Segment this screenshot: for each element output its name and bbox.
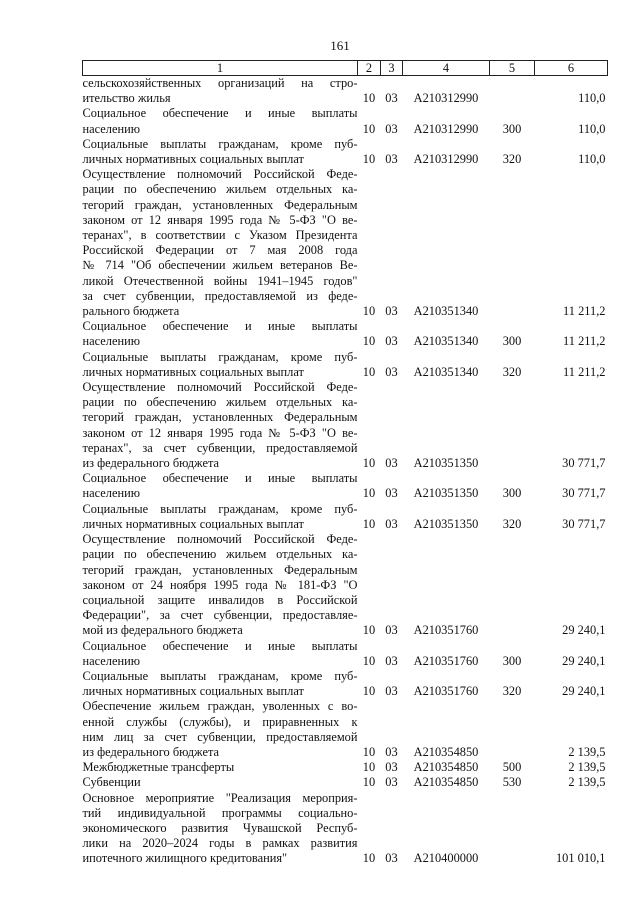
description-line: населению <box>82 653 140 668</box>
subsection-code: 03 <box>385 744 398 759</box>
column-header: 5 <box>490 61 535 76</box>
description-line: сельскохозяйственных организаций на стро- <box>82 76 358 90</box>
description-line: тегорий граждан, установленных Федеральным <box>82 410 358 425</box>
target-article-code: А210312990 <box>413 91 479 106</box>
row-description <box>83 502 358 532</box>
amount: 11 211,2 <box>563 364 606 379</box>
description-line: населению <box>82 121 140 136</box>
expense-type-code <box>490 167 535 319</box>
description-line: Обеспечение жильем граждан, уволенных с во- <box>82 699 358 714</box>
expense-type-code: 300 <box>502 121 522 136</box>
subsection-code: 03 <box>385 516 398 531</box>
subsection-code: 03 <box>385 760 398 775</box>
section-code: 10 <box>362 152 376 167</box>
description-line: населению <box>82 486 140 501</box>
expense-type-code <box>490 532 535 638</box>
subsection-code: 03 <box>385 121 398 136</box>
description-line: личных нормативных социальных выплат <box>82 152 304 167</box>
description-line: лики на 2020–2024 годы в рамках развития <box>82 836 358 851</box>
subsection-code: 03 <box>385 486 398 501</box>
page-number: 161 <box>330 38 350 53</box>
description-line: личных нормативных социальных выплат <box>82 684 304 699</box>
table-body <box>83 76 608 867</box>
description-line: Осуществление полномочий Российской Феде- <box>82 532 358 547</box>
subsection-code: 03 <box>385 152 398 167</box>
subsection-code: 03 <box>385 364 398 379</box>
description-line: ипотечного жилищного кредитования" <box>82 851 288 866</box>
description-line: личных нормативных социальных выплат <box>82 516 304 531</box>
amount: 2 139,5 <box>568 744 606 759</box>
section-code: 10 <box>362 744 376 759</box>
section-code: 10 <box>362 456 376 471</box>
column-header: 6 <box>535 61 608 76</box>
expense-type-code: 300 <box>502 334 522 349</box>
description-line: из федерального бюджета <box>82 744 220 759</box>
row-description <box>83 532 358 638</box>
description-line: Российской Федерации от 7 мая 2008 года <box>82 243 358 258</box>
target-article-code: А210351350 <box>413 516 479 531</box>
amount: 30 771,7 <box>562 486 606 501</box>
amount: 101 010,1 <box>555 851 606 866</box>
column-header: 3 <box>381 61 403 76</box>
description-line: тегорий граждан, установленных Федеральным <box>82 562 358 577</box>
row-description <box>83 791 358 867</box>
section-code: 10 <box>362 775 376 790</box>
description-line: ним лиц за счет субвенции, предоставляемой <box>82 729 358 744</box>
subsection-code: 03 <box>385 684 398 699</box>
row-description <box>83 350 358 380</box>
section-code: 10 <box>362 516 376 531</box>
description-line: личных нормативных социальных выплат <box>82 364 304 379</box>
description-line: енной службы (службы), и приравненных к <box>82 714 358 729</box>
table-row <box>83 532 608 638</box>
table-row <box>83 350 608 380</box>
target-article-code: А210351340 <box>413 364 479 379</box>
target-article-code: А210351340 <box>413 334 479 349</box>
expense-type-code: 320 <box>502 152 522 167</box>
section-code: 10 <box>362 334 376 349</box>
subsection-code: 03 <box>385 91 398 106</box>
amount: 2 139,5 <box>568 760 606 775</box>
target-article-code: А210354850 <box>413 744 479 759</box>
amount: 2 139,5 <box>568 775 606 790</box>
description-line: Социальное обеспечение и иные выплаты <box>82 319 358 334</box>
description-line: тегорий граждан, установленных Федеральным <box>82 197 358 212</box>
section-code: 10 <box>362 760 376 775</box>
description-line: Социальные выплаты гражданам, кроме пуб- <box>82 668 358 683</box>
description-line: Социальное обеспечение и иные выплаты <box>82 106 358 121</box>
expense-type-code: 320 <box>502 364 522 379</box>
section-code: 10 <box>362 304 376 319</box>
amount: 29 240,1 <box>562 623 606 638</box>
description-line: из федерального бюджета <box>82 456 220 471</box>
target-article-code: А210354850 <box>413 775 479 790</box>
description-line: теранах", за счет субвенции, предоставляемой <box>82 440 358 455</box>
expense-type-code <box>490 380 535 471</box>
subsection-code: 03 <box>385 653 398 668</box>
table-row <box>83 167 608 319</box>
target-article-code: А210351350 <box>413 456 479 471</box>
description-line: ликой Отечественной войны 1941–1945 годов" <box>82 273 358 288</box>
description-line: теранах", в соответствии с Указом Президента <box>82 228 358 243</box>
expense-type-code <box>490 699 535 760</box>
amount: 11 211,2 <box>563 304 606 319</box>
table-row <box>83 319 608 349</box>
table-row <box>83 502 608 532</box>
description-line: Социальные выплаты гражданам, кроме пуб- <box>82 136 358 151</box>
table-row <box>83 775 608 790</box>
description-line: Социальные выплаты гражданам, кроме пуб- <box>82 501 358 516</box>
target-article-code: А210400000 <box>413 851 479 866</box>
description-line: за счет субвенции, предоставляемой из феде- <box>82 288 358 303</box>
section-code: 10 <box>362 486 376 501</box>
expense-type-code: 500 <box>502 760 522 775</box>
amount: 29 240,1 <box>562 653 606 668</box>
description-line: рации по обеспечению жильем отдельных ка- <box>82 395 358 410</box>
row-description <box>83 760 358 775</box>
description-line: Основное мероприятие "Реализация мероприя- <box>82 790 358 805</box>
budget-table <box>82 60 608 867</box>
amount: 110,0 <box>578 121 606 136</box>
amount: 29 240,1 <box>562 684 606 699</box>
amount: 110,0 <box>578 91 606 106</box>
subsection-code: 03 <box>385 334 398 349</box>
description-line: рации по обеспечению жильем отдельных ка- <box>82 182 358 197</box>
section-code: 10 <box>362 91 376 106</box>
column-header: 4 <box>403 61 490 76</box>
description-line: населению <box>82 334 140 349</box>
expense-type-code <box>490 791 535 867</box>
row-description <box>83 639 358 669</box>
description-line: Межбюджетные трансферты <box>82 760 235 775</box>
expense-type-code: 300 <box>502 653 522 668</box>
target-article-code: А210351340 <box>413 304 479 319</box>
target-article-code: А210351760 <box>413 653 479 668</box>
description-line: Осуществление полномочий Российской Феде- <box>82 380 358 395</box>
row-description <box>83 669 358 699</box>
description-line: Федерации", за счет субвенции, предоставляе- <box>82 608 358 623</box>
section-code: 10 <box>362 623 376 638</box>
target-article-code: А210351760 <box>413 623 479 638</box>
description-line: Социальное обеспечение и иные выплаты <box>82 638 358 653</box>
expense-type-code: 320 <box>502 516 522 531</box>
target-article-code: А210312990 <box>413 152 479 167</box>
description-line: Социальное обеспечение и иные выплаты <box>82 471 358 486</box>
target-article-code: А210354850 <box>413 760 479 775</box>
target-article-code: А210351760 <box>413 684 479 699</box>
table-row <box>83 76 608 107</box>
table-row <box>83 639 608 669</box>
expense-type-code: 300 <box>502 486 522 501</box>
row-description <box>83 137 358 167</box>
description-line: Осуществление полномочий Российской Феде- <box>82 167 358 182</box>
section-code: 10 <box>362 364 376 379</box>
description-line: Субвенции <box>82 775 141 790</box>
subsection-code: 03 <box>385 456 398 471</box>
description-line: ительство жилья <box>82 91 171 106</box>
row-description <box>83 775 358 790</box>
amount: 110,0 <box>578 152 606 167</box>
row-description <box>83 76 358 107</box>
column-header: 1 <box>83 61 358 76</box>
table-header-row <box>83 61 608 76</box>
description-line: законом от 24 ноября 1995 года № 181-ФЗ "О <box>82 577 358 592</box>
subsection-code: 03 <box>385 304 398 319</box>
description-line: тий индивидуальной программы социально- <box>82 805 358 820</box>
table-row <box>83 471 608 501</box>
description-line: рального бюджета <box>82 304 180 319</box>
row-description <box>83 167 358 319</box>
subsection-code: 03 <box>385 851 398 866</box>
description-line: законом от 12 января 1995 года № 5-ФЗ "О ве- <box>82 425 358 440</box>
expense-type-code <box>490 76 535 107</box>
section-code: 10 <box>362 684 376 699</box>
description-line: социальной защите инвалидов в Российской <box>82 592 358 607</box>
table-row <box>83 699 608 760</box>
table-row <box>83 669 608 699</box>
table-row <box>83 791 608 867</box>
amount: 30 771,7 <box>562 516 606 531</box>
description-line: рации по обеспечению жильем отдельных ка- <box>82 547 358 562</box>
target-article-code: А210312990 <box>413 121 479 136</box>
table-row <box>83 106 608 136</box>
section-code: 10 <box>362 851 376 866</box>
subsection-code: 03 <box>385 775 398 790</box>
column-header: 2 <box>358 61 381 76</box>
row-description <box>83 106 358 136</box>
table-row <box>83 380 608 471</box>
section-code: 10 <box>362 653 376 668</box>
row-description <box>83 471 358 501</box>
table-row <box>83 137 608 167</box>
description-line: мой из федерального бюджета <box>82 623 243 638</box>
table-row <box>83 760 608 775</box>
amount: 11 211,2 <box>563 334 606 349</box>
description-line: законом от 12 января 1995 года № 5-ФЗ "О ве- <box>82 212 358 227</box>
description-line: экономического развития Чувашской Респуб- <box>82 820 358 835</box>
section-code: 10 <box>362 121 376 136</box>
expense-type-code: 320 <box>502 684 522 699</box>
row-description <box>83 319 358 349</box>
target-article-code: А210351350 <box>413 486 479 501</box>
row-description <box>83 380 358 471</box>
subsection-code: 03 <box>385 623 398 638</box>
amount: 30 771,7 <box>562 456 606 471</box>
expense-type-code: 530 <box>502 775 522 790</box>
row-description <box>83 699 358 760</box>
description-line: Социальные выплаты гражданам, кроме пуб- <box>82 349 358 364</box>
description-line: № 714 "Об обеспечении жильем ветеранов Ве- <box>82 258 358 273</box>
